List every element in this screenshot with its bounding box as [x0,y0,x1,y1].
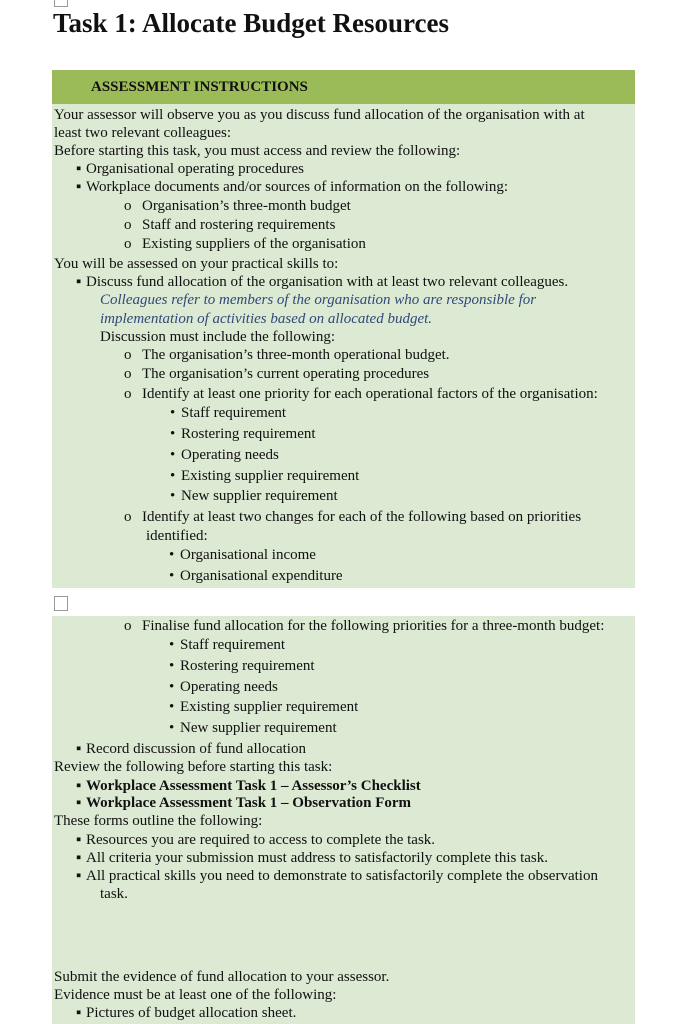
instruction-line: Discussion must include the following: [100,329,335,345]
square-bullet-icon: ▪ [76,274,82,290]
instruction-line: implementation of activities based on allocated budget. [100,311,433,327]
instruction-line: New supplier requirement [180,720,337,736]
square-bullet-icon: ▪ [76,868,82,884]
section-header-label: ASSESSMENT INSTRUCTIONS [91,79,308,95]
dot-bullet-icon: • [169,699,175,715]
instruction-line: The organisation’s three-month operational budget. [142,347,450,363]
instruction-line: Resources you are required to access to complete the task. [86,832,436,848]
instruction-line: Evidence must be at least one of the following: [54,987,337,1003]
instruction-line: Operating needs [181,447,279,463]
dot-bullet-icon: • [170,447,176,463]
instruction-line: You will be assessed on your practical skills to: [54,256,339,272]
dot-bullet-icon: • [169,658,175,674]
instruction-line: Existing suppliers of the organisation [142,236,366,252]
dot-bullet-icon: • [169,568,175,584]
instruction-line: Record discussion of fund allocation [86,741,306,757]
square-bullet-icon: ▪ [76,850,82,866]
instruction-line: Identify at least one priority for each operational factors of the organisation: [142,386,598,402]
instruction-line: Workplace documents and/or sources of information on the following: [86,179,509,195]
circle-bullet-icon: o [124,198,132,214]
instruction-line: Before starting this task, you must access and review the following: [54,143,461,159]
square-bullet-icon: ▪ [76,741,82,757]
instruction-line: Organisational expenditure [180,568,343,584]
square-bullet-icon: ▪ [76,161,82,177]
instruction-line: Organisation’s three-month budget [142,198,351,214]
instruction-line: identified: [146,528,208,544]
section-header [52,70,635,104]
instruction-line: Your assessor will observe you as you discuss fund allocation of the organisation with at [54,107,585,123]
dot-bullet-icon: • [170,488,176,504]
instruction-line: Existing supplier requirement [181,468,360,484]
instruction-line: Identify at least two changes for each of the following based on priorities [142,509,582,525]
square-bullet-icon: ▪ [76,778,82,794]
page-title: Task 1: Allocate Budget Resources [53,8,450,38]
instruction-line: These forms outline the following: [54,813,263,829]
instruction-line: Rostering requirement [181,426,316,442]
dot-bullet-icon: • [170,468,176,484]
instruction-line: Organisational operating procedures [86,161,304,177]
dot-bullet-icon: • [170,426,176,442]
dot-bullet-icon: • [169,720,175,736]
circle-bullet-icon: o [124,366,132,382]
circle-bullet-icon: o [124,347,132,363]
instruction-line: Workplace Assessment Task 1 – Observation Form [86,795,412,811]
circle-bullet-icon: o [124,236,132,252]
instruction-line: Staff and rostering requirements [142,217,336,233]
instruction-line: All criteria your submission must address to satisfactorily complete this task. [86,850,549,866]
circle-bullet-icon: o [124,509,132,525]
instruction-line: Existing supplier requirement [180,699,359,715]
instruction-line: Workplace Assessment Task 1 – Assessor’s Checklist [86,778,421,794]
circle-bullet-icon: o [124,618,132,634]
instruction-line: least two relevant colleagues: [54,125,232,141]
dot-bullet-icon: • [169,679,175,695]
instruction-line: Operating needs [180,679,278,695]
instruction-line: All practical skills you need to demonstrate to satisfactorily complete the observation [86,868,598,884]
instruction-line: Colleagues refer to members of the organisation who are responsible for [100,292,537,308]
instruction-line: task. [100,886,128,902]
square-bullet-icon: ▪ [76,179,82,195]
dot-bullet-icon: • [170,405,176,421]
instruction-line: Review the following before starting this task: [54,759,333,775]
instruction-line: Staff requirement [181,405,287,421]
square-bullet-icon: ▪ [76,832,82,848]
square-bullet-icon: ▪ [76,1005,82,1021]
instruction-line: The organisation’s current operating procedures [142,366,430,382]
instruction-line: Staff requirement [180,637,286,653]
instruction-line: Submit the evidence of fund allocation to your assessor. [54,969,390,985]
instruction-line: Organisational income [180,547,316,563]
instruction-line: Finalise fund allocation for the following priorities for a three-month budget: [142,618,605,634]
square-bullet-icon: ▪ [76,795,82,811]
dot-bullet-icon: • [169,547,175,563]
instruction-line: New supplier requirement [181,488,338,504]
instruction-line: Pictures of budget allocation sheet. [86,1005,297,1021]
checkbox[interactable] [54,596,68,611]
instruction-line: Discuss fund allocation of the organisation with at least two relevant colleagues. [86,274,569,290]
instruction-line: Rostering requirement [180,658,315,674]
circle-bullet-icon: o [124,217,132,233]
circle-bullet-icon: o [124,386,132,402]
checkbox[interactable] [54,0,68,7]
dot-bullet-icon: • [169,637,175,653]
